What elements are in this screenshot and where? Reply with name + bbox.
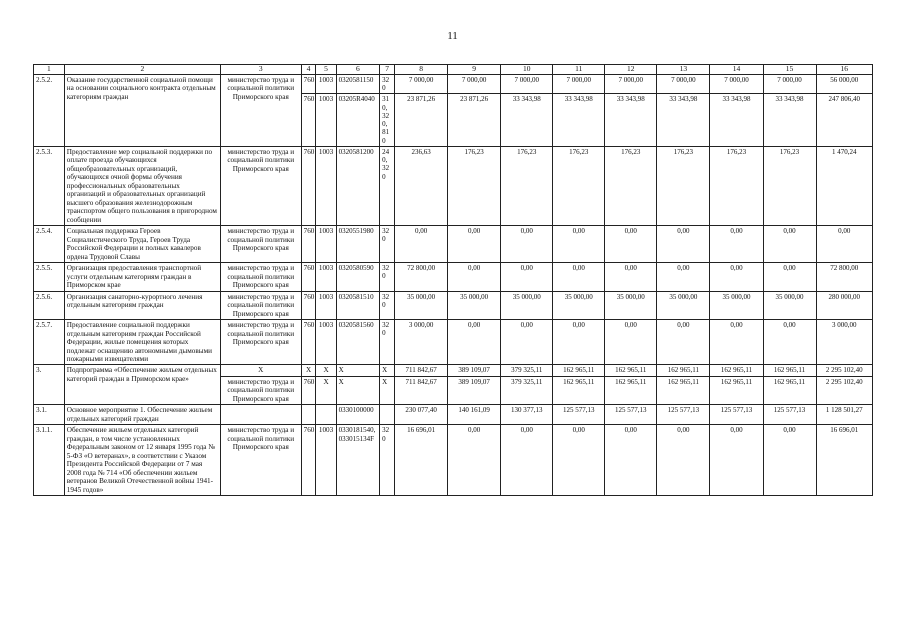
expense-type-code: 320 — [380, 263, 395, 291]
year-value: 0,00 — [501, 263, 553, 291]
column-number: 6 — [336, 65, 380, 75]
year-value: 162 965,11 — [763, 365, 816, 376]
total-value: 0,00 — [816, 226, 872, 263]
year-value: 7 000,00 — [448, 74, 501, 94]
expense-type-code: 320 — [380, 291, 395, 319]
year-value: 35 000,00 — [501, 291, 553, 319]
measure-name: Оказание государственной социальной помощи на основании социального контракта отдельным категориям граждан — [64, 74, 220, 146]
measure-name: Предоставление мер социальной поддержки по оплате проезда обучающихся общеобразовательных организаций, обучающихся очной формы обучения профессиональных образовательных организаций и образовательных организаций высшего образования железнодорожным транспортом общего пользования в пригородном сообщении — [64, 146, 220, 225]
measure-name: Основное мероприятие 1. Обеспечение жильем отдельных категорий граждан — [64, 405, 220, 425]
year-value: 0,00 — [710, 320, 763, 365]
expense-type-code: 320 — [380, 320, 395, 365]
row-number: 2.5.5. — [34, 263, 65, 291]
year-value: 0,00 — [605, 226, 657, 263]
total-value: 72 800,00 — [816, 263, 872, 291]
column-number: 3 — [220, 65, 301, 75]
column-number: 15 — [763, 65, 816, 75]
year-value: 7 000,00 — [710, 74, 763, 94]
admin-code: 760 — [301, 291, 316, 319]
section-code — [316, 405, 336, 425]
year-value: 711 842,67 — [395, 365, 448, 376]
year-value: 35 000,00 — [763, 291, 816, 319]
total-value: 247 806,40 — [816, 94, 872, 147]
column-number: 2 — [64, 65, 220, 75]
section-code: X — [316, 365, 336, 376]
year-value: 7 000,00 — [657, 74, 710, 94]
year-value: 35 000,00 — [605, 291, 657, 319]
year-value: 7 000,00 — [501, 74, 553, 94]
year-value: 35 000,00 — [710, 291, 763, 319]
admin-code: 760 — [301, 146, 316, 225]
measure-name: Организация предоставления транспортной услуги отдельным категориям граждан в Приморском крае — [64, 263, 220, 291]
column-number-row — [34, 65, 873, 75]
target-article-code: 0330100000 — [336, 405, 380, 425]
year-value: 33 343,98 — [710, 94, 763, 147]
year-value: 35 000,00 — [448, 291, 501, 319]
year-value: 0,00 — [395, 226, 448, 263]
section-code: 1003 — [316, 226, 336, 263]
total-value: 2 295 102,40 — [816, 376, 872, 404]
row-number: 3. — [34, 365, 65, 405]
row-number: 2.5.6. — [34, 291, 65, 319]
column-number: 1 — [34, 65, 65, 75]
column-number: 14 — [710, 65, 763, 75]
section-code: X — [316, 376, 336, 404]
expense-type-code: 310, 320, 810 — [380, 94, 395, 147]
column-number: 4 — [301, 65, 316, 75]
year-value: 33 343,98 — [553, 94, 605, 147]
expense-type-code: 320 — [380, 226, 395, 263]
year-value: 162 965,11 — [553, 365, 605, 376]
year-value: 0,00 — [710, 425, 763, 496]
admin-code: X — [301, 365, 316, 376]
target-article-code: 0320581150 — [336, 74, 380, 94]
column-number: 8 — [395, 65, 448, 75]
executor: министерство труда и социальной политики Приморского края — [220, 376, 301, 404]
total-value: 1 470,24 — [816, 146, 872, 225]
year-value: 176,23 — [501, 146, 553, 225]
executor: министерство труда и социальной политики Приморского края — [220, 425, 301, 496]
executor — [220, 405, 301, 425]
year-value: 33 343,98 — [657, 94, 710, 147]
target-article-code: 0320581560 — [336, 320, 380, 365]
year-value: 162 965,11 — [710, 376, 763, 404]
page-number: 11 — [447, 30, 458, 42]
year-value: 0,00 — [448, 320, 501, 365]
table-body — [34, 65, 873, 496]
year-value: 125 577,13 — [657, 405, 710, 425]
executor: X — [220, 365, 301, 376]
year-value: 16 696,01 — [395, 425, 448, 496]
section-code: 1003 — [316, 291, 336, 319]
table-row — [34, 226, 873, 263]
year-value: 125 577,13 — [605, 405, 657, 425]
year-value: 0,00 — [501, 226, 553, 263]
section-code: 1003 — [316, 74, 336, 94]
year-value: 0,00 — [553, 320, 605, 365]
year-value: 176,23 — [763, 146, 816, 225]
year-value: 23 871,26 — [395, 94, 448, 147]
expense-type-code: X — [380, 365, 395, 376]
year-value: 0,00 — [553, 263, 605, 291]
section-code: 1003 — [316, 425, 336, 496]
admin-code: 760 — [301, 263, 316, 291]
table-row — [34, 425, 873, 496]
target-article-code: 0320581200 — [336, 146, 380, 225]
table-row — [34, 291, 873, 319]
year-value: 176,23 — [605, 146, 657, 225]
target-article-code: 0320581510 — [336, 291, 380, 319]
total-value: 56 000,00 — [816, 74, 872, 94]
year-value: 7 000,00 — [763, 74, 816, 94]
column-number: 7 — [380, 65, 395, 75]
target-article-code: 0320580590 — [336, 263, 380, 291]
expense-type-code: 320 — [380, 425, 395, 496]
budget-table — [33, 64, 873, 496]
column-number: 11 — [553, 65, 605, 75]
year-value: 0,00 — [657, 425, 710, 496]
year-value: 389 109,07 — [448, 365, 501, 376]
row-number: 2.5.3. — [34, 146, 65, 225]
executor: министерство труда и социальной политики Приморского края — [220, 74, 301, 146]
admin-code: 760 — [301, 226, 316, 263]
expense-type-code: 320 — [380, 74, 395, 94]
year-value: 0,00 — [710, 226, 763, 263]
column-number: 9 — [448, 65, 501, 75]
year-value: 125 577,13 — [710, 405, 763, 425]
executor: министерство труда и социальной политики Приморского края — [220, 320, 301, 365]
year-value: 176,23 — [710, 146, 763, 225]
year-value: 35 000,00 — [553, 291, 605, 319]
year-value: 33 343,98 — [763, 94, 816, 147]
year-value: 0,00 — [448, 263, 501, 291]
table-row — [34, 146, 873, 225]
admin-code — [301, 405, 316, 425]
year-value: 0,00 — [763, 320, 816, 365]
expense-type-code: 240, 320 — [380, 146, 395, 225]
year-value: 162 965,11 — [710, 365, 763, 376]
total-value: 280 000,00 — [816, 291, 872, 319]
year-value: 176,23 — [448, 146, 501, 225]
year-value: 35 000,00 — [657, 291, 710, 319]
year-value: 162 965,11 — [657, 376, 710, 404]
year-value: 0,00 — [553, 226, 605, 263]
table-row — [34, 263, 873, 291]
executor: министерство труда и социальной политики Приморского края — [220, 263, 301, 291]
year-value: 0,00 — [605, 263, 657, 291]
target-article-code: X — [336, 376, 380, 404]
target-article-code: X — [336, 365, 380, 376]
admin-code: 760 — [301, 376, 316, 404]
expense-type-code: X — [380, 376, 395, 404]
year-value: 125 577,13 — [763, 405, 816, 425]
measure-name: Организация санаторно-курортного лечения отдельным категориям граждан — [64, 291, 220, 319]
column-number: 16 — [816, 65, 872, 75]
year-value: 389 109,07 — [448, 376, 501, 404]
target-article-code: 0320551980 — [336, 226, 380, 263]
year-value: 236,63 — [395, 146, 448, 225]
section-code: 1003 — [316, 146, 336, 225]
year-value: 7 000,00 — [553, 74, 605, 94]
year-value: 162 965,11 — [657, 365, 710, 376]
measure-name: Обеспечение жильем отдельных категорий граждан, в том числе установленных Федеральным законом от 12 января 1995 года № 5-ФЗ «О ветеранах», в соответствии с Указом Президента Российской Федерации от 7 мая 2008 года № 714 «Об обеспечении жильем ветеранов Великой Отечественной войны 1941-1945 годов» — [64, 425, 220, 496]
year-value: 0,00 — [657, 226, 710, 263]
year-value: 23 871,26 — [448, 94, 501, 147]
year-value: 0,00 — [605, 425, 657, 496]
measure-name: Социальная поддержка Героев Социалистического Труда, Героев Труда Российской Федерации и полных кавалеров ордена Трудовой Славы — [64, 226, 220, 263]
year-value: 162 965,11 — [605, 365, 657, 376]
year-value: 379 325,11 — [501, 365, 553, 376]
year-value: 0,00 — [657, 320, 710, 365]
year-value: 0,00 — [763, 425, 816, 496]
executor: министерство труда и социальной политики Приморского края — [220, 291, 301, 319]
year-value: 0,00 — [501, 425, 553, 496]
target-article-code: 03205R4040 — [336, 94, 380, 147]
year-value: 176,23 — [553, 146, 605, 225]
year-value: 7 000,00 — [605, 74, 657, 94]
admin-code: 760 — [301, 425, 316, 496]
year-value: 125 577,13 — [553, 405, 605, 425]
target-article-code: 0330181540, 033015134F — [336, 425, 380, 496]
year-value: 0,00 — [710, 263, 763, 291]
year-value: 0,00 — [605, 320, 657, 365]
column-number: 5 — [316, 65, 336, 75]
row-number: 2.5.7. — [34, 320, 65, 365]
section-code: 1003 — [316, 94, 336, 147]
total-value: 1 128 501,27 — [816, 405, 872, 425]
year-value: 35 000,00 — [395, 291, 448, 319]
year-value: 711 842,67 — [395, 376, 448, 404]
measure-name: Предоставление социальной поддержки отдельным категориям граждан Российской Федерации, жилые помещения которых подлежат оснащению автономными дымовыми пожарными извещателями — [64, 320, 220, 365]
expense-type-code — [380, 405, 395, 425]
column-number: 10 — [501, 65, 553, 75]
admin-code: 760 — [301, 320, 316, 365]
year-value: 0,00 — [763, 226, 816, 263]
year-value: 176,23 — [657, 146, 710, 225]
year-value: 33 343,98 — [501, 94, 553, 147]
section-code: 1003 — [316, 263, 336, 291]
admin-code: 760 — [301, 74, 316, 94]
year-value: 230 077,40 — [395, 405, 448, 425]
table-row — [34, 405, 873, 425]
measure-name: Подпрограмма «Обеспечение жильем отдельных категорий граждан в Приморском крае» — [64, 365, 220, 405]
column-number: 13 — [657, 65, 710, 75]
year-value: 0,00 — [448, 226, 501, 263]
year-value: 0,00 — [448, 425, 501, 496]
year-value: 162 965,11 — [763, 376, 816, 404]
year-value: 130 377,13 — [501, 405, 553, 425]
year-value: 33 343,98 — [605, 94, 657, 147]
year-value: 7 000,00 — [395, 74, 448, 94]
executor: министерство труда и социальной политики Приморского края — [220, 226, 301, 263]
executor: министерство труда и социальной политики Приморского края — [220, 146, 301, 225]
row-number: 2.5.4. — [34, 226, 65, 263]
row-number: 3.1. — [34, 405, 65, 425]
table-row — [34, 74, 873, 94]
year-value: 379 325,11 — [501, 376, 553, 404]
year-value: 0,00 — [501, 320, 553, 365]
year-value: 0,00 — [553, 425, 605, 496]
table-row — [34, 320, 873, 365]
total-value: 3 000,00 — [816, 320, 872, 365]
row-number: 2.5.2. — [34, 74, 65, 146]
year-value: 0,00 — [657, 263, 710, 291]
total-value: 16 696,01 — [816, 425, 872, 496]
year-value: 162 965,11 — [553, 376, 605, 404]
year-value: 162 965,11 — [605, 376, 657, 404]
year-value: 140 161,09 — [448, 405, 501, 425]
table-row — [34, 365, 873, 376]
year-value: 72 800,00 — [395, 263, 448, 291]
section-code: 1003 — [316, 320, 336, 365]
total-value: 2 295 102,40 — [816, 365, 872, 376]
admin-code: 760 — [301, 94, 316, 147]
year-value: 0,00 — [763, 263, 816, 291]
column-number: 12 — [605, 65, 657, 75]
year-value: 3 000,00 — [395, 320, 448, 365]
row-number: 3.1.1. — [34, 425, 65, 496]
